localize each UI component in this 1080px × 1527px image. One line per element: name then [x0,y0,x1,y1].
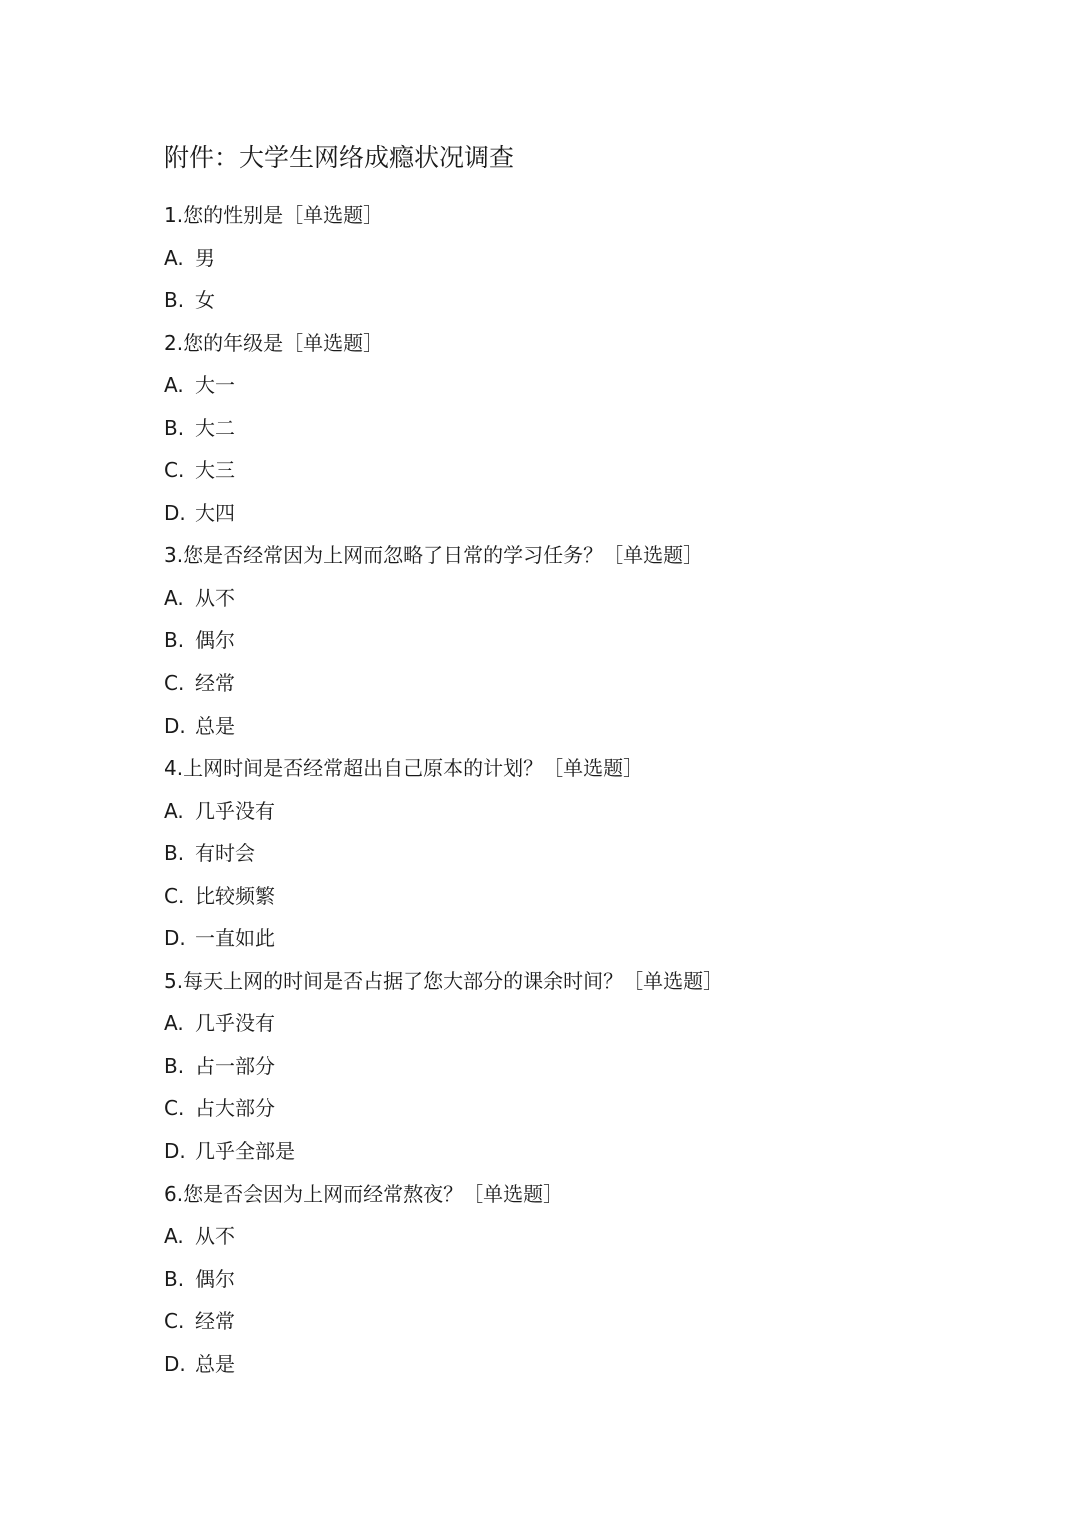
option-item [164,709,723,752]
option-text: 总是 [195,713,235,738]
option-text: 占一部分 [195,1053,275,1078]
option-text: 大二 [195,415,235,440]
option-item [164,836,723,879]
option-item [164,453,723,496]
option-letter: D. [164,1139,186,1164]
option-item [164,623,723,666]
option-item [164,1262,723,1305]
option-letter: B. [164,1053,185,1078]
document-title: 附件：大学生网络成瘾状况调查 [164,143,515,172]
option-item [164,241,723,284]
option-item [164,794,723,837]
option-letter: C. [164,671,185,696]
option-letter: A. [164,1011,184,1036]
option-item [164,1091,723,1134]
option-text: 经常 [195,1309,235,1334]
option-letter: D. [164,1351,186,1376]
option-item [164,283,723,326]
option-text: 大四 [195,500,235,525]
option-letter: B. [164,1266,185,1291]
option-letter: A. [164,585,184,610]
question-text: 2.您的年级是［单选题］ [164,330,384,355]
option-text: 占大部分 [195,1096,275,1121]
option-item [164,411,723,454]
option-letter: B. [164,628,185,653]
option-item [164,581,723,624]
option-text: 几乎没有 [195,798,275,823]
option-letter: C. [164,1309,185,1334]
option-letter: A. [164,373,184,398]
option-text: 大三 [195,458,235,483]
option-text: 偶尔 [195,1266,235,1291]
option-text: 经常 [195,671,235,696]
option-letter: D. [164,500,186,525]
option-letter: B. [164,288,185,313]
option-letter: B. [164,841,185,866]
option-item [164,879,723,922]
option-letter: D. [164,713,186,738]
option-text: 偶尔 [195,628,235,653]
option-text: 几乎全部是 [195,1139,295,1164]
option-text: 一直如此 [195,926,275,951]
option-text: 有时会 [195,841,255,866]
option-item [164,1006,723,1049]
option-item [164,1049,723,1092]
question-text: 1.您的性别是［单选题］ [164,203,384,227]
option-text: 总是 [195,1351,235,1376]
question-list [164,198,723,1389]
option-item [164,1304,723,1347]
option-text: 从不 [195,585,235,610]
option-letter: A. [164,798,184,823]
option-text: 几乎没有 [195,1011,275,1036]
option-letter: D. [164,926,186,951]
option-letter: B. [164,415,185,440]
option-item [164,1347,723,1390]
option-text: 从不 [195,1224,235,1249]
option-text: 男 [195,245,215,270]
option-text: 女 [195,288,215,313]
question-text: 3.您是否经常因为上网而忽略了日常的学习任务？［单选题］ [164,543,704,568]
option-item [164,1134,723,1177]
option-item [164,496,723,539]
option-letter: C. [164,458,185,483]
option-text: 比较频繁 [195,883,275,908]
option-item [164,368,723,411]
question-text: 5.每天上网的时间是否占据了您大部分的课余时间？［单选题］ [164,968,724,993]
option-letter: C. [164,883,185,908]
option-item [164,666,723,709]
option-item [164,1219,723,1262]
option-letter: C. [164,1096,185,1121]
option-item [164,921,723,964]
option-letter: A. [164,245,184,270]
question-text: 4.上网时间是否经常超出自己原本的计划？［单选题］ [164,756,644,781]
option-text: 大一 [195,373,235,398]
option-letter: A. [164,1224,184,1249]
question-text: 6.您是否会因为上网而经常熬夜？［单选题］ [164,1181,564,1206]
